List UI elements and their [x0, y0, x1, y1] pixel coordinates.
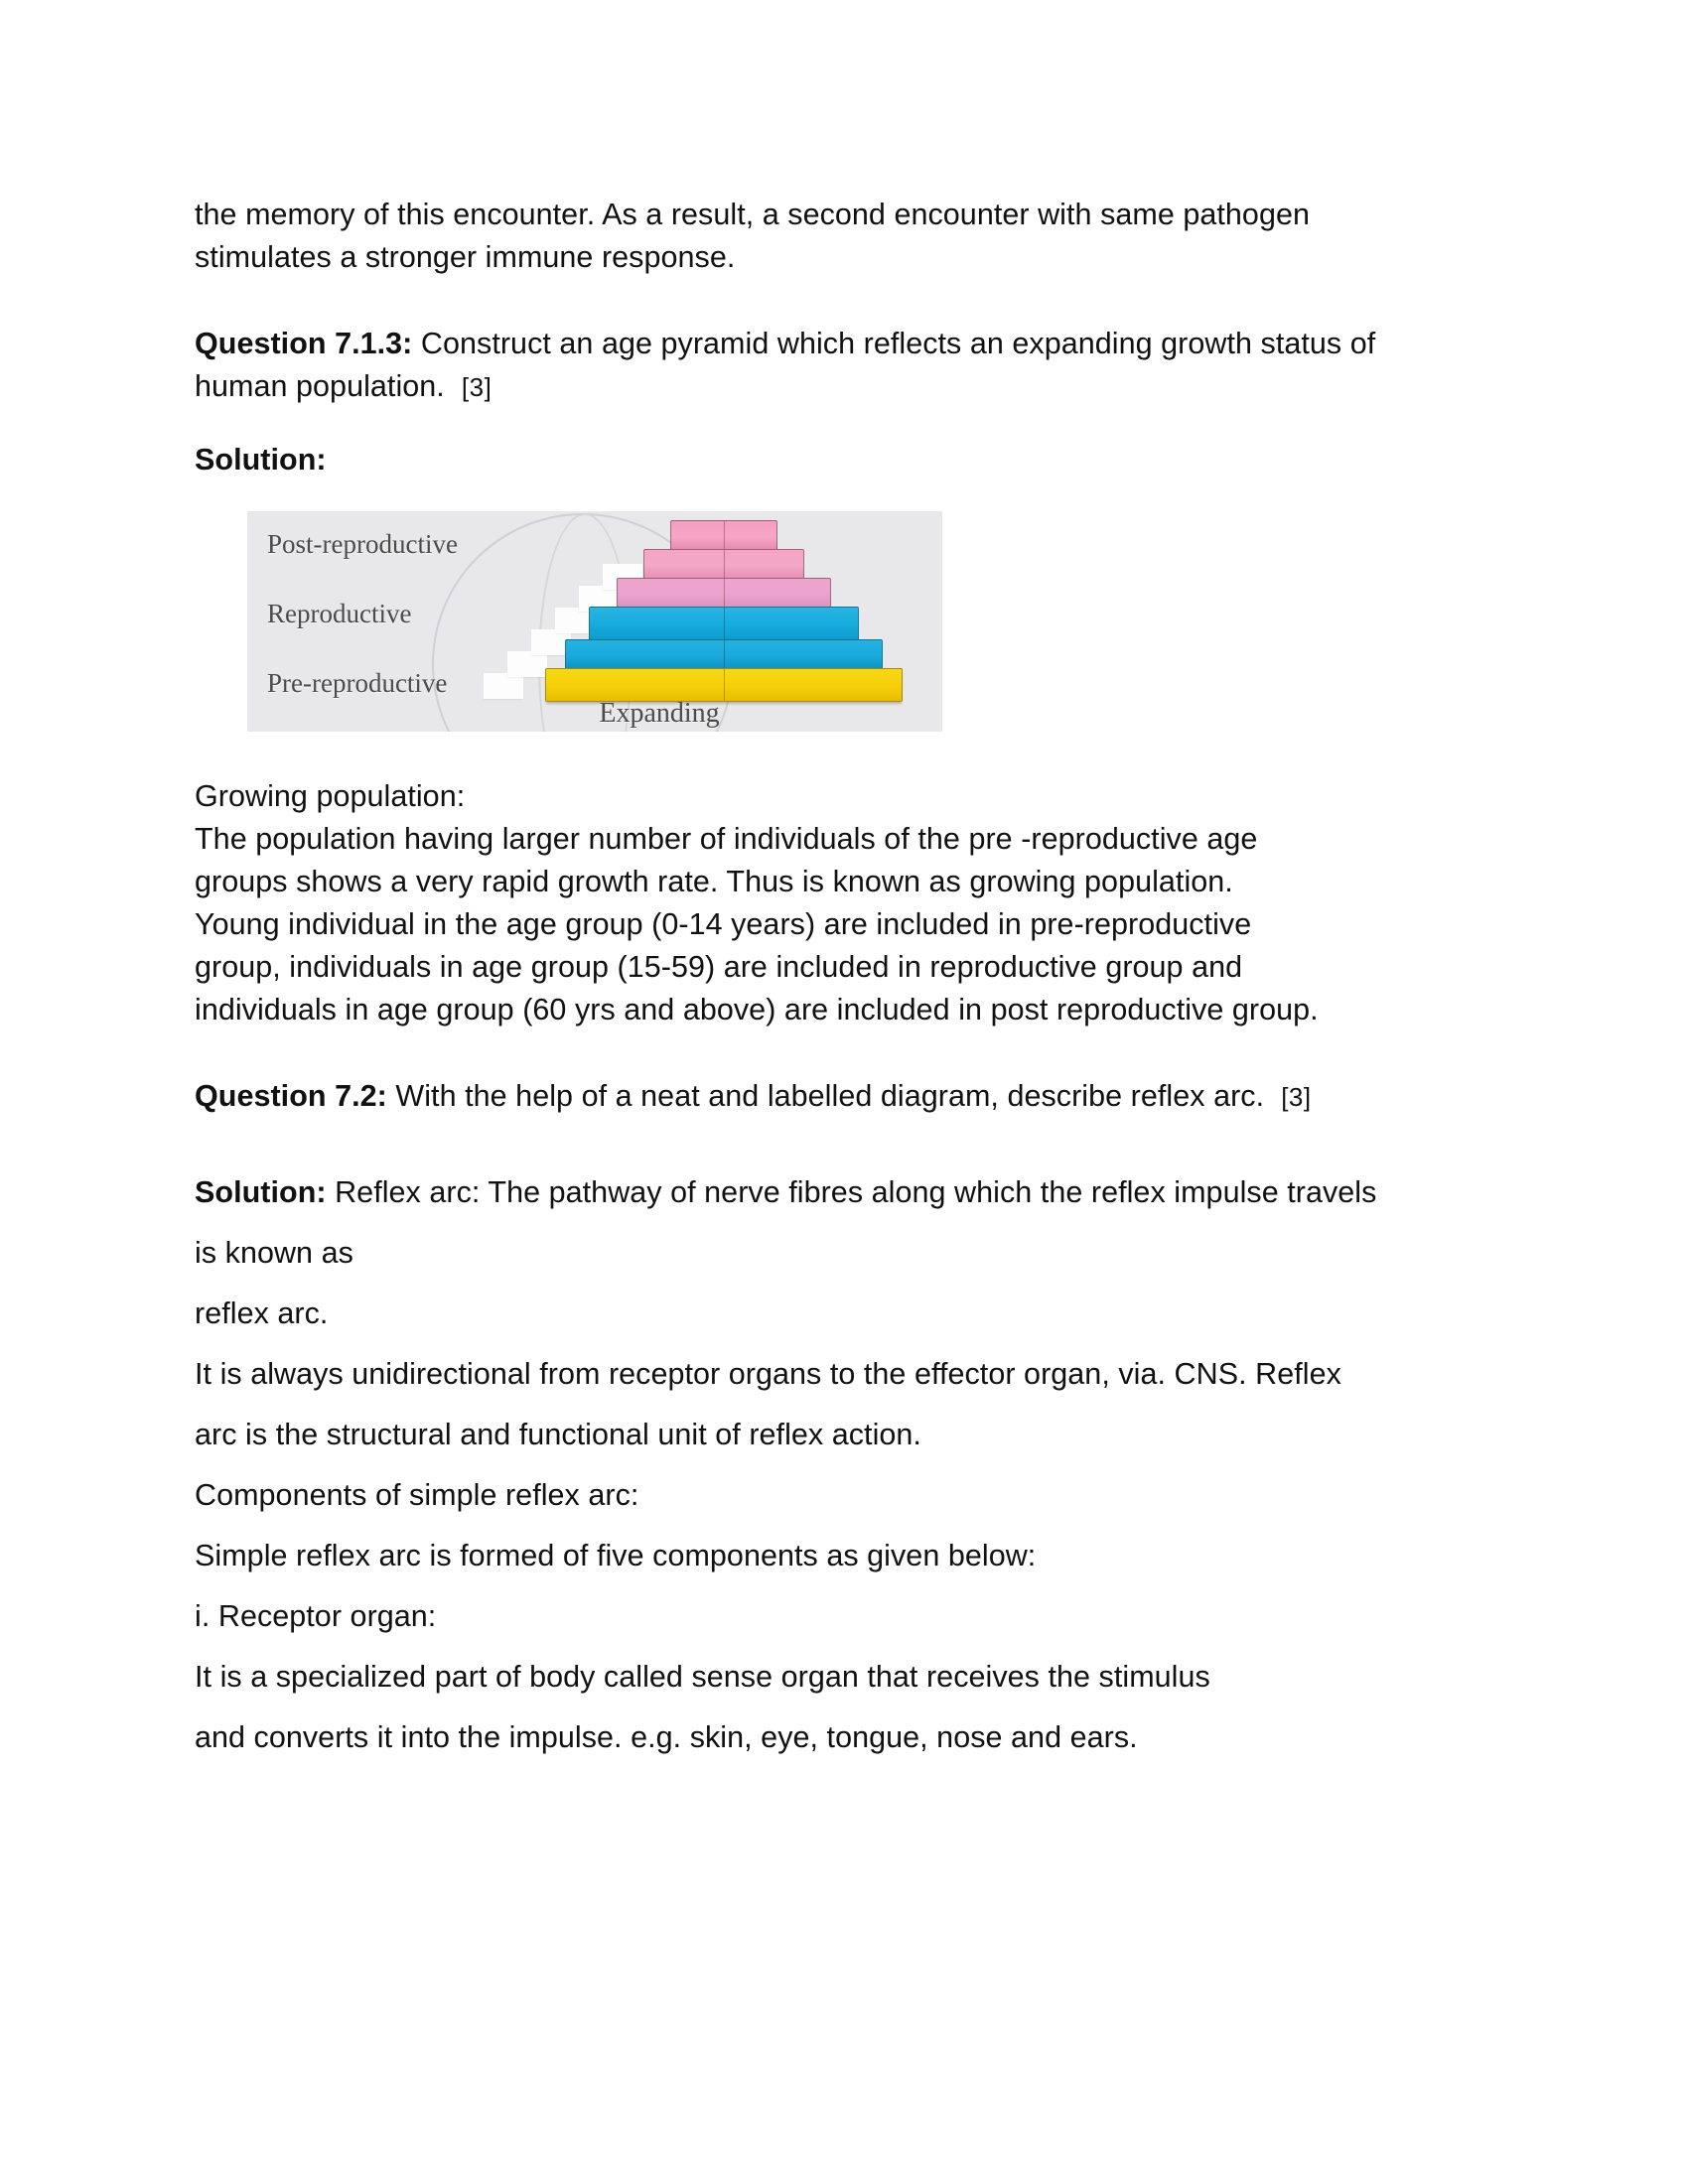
- spacer: [195, 1031, 1485, 1075]
- spacer: [195, 409, 1485, 439]
- question-7-1-3-marks: [3]: [461, 372, 492, 402]
- figure-caption-expanding: Expanding: [599, 698, 720, 729]
- solution-7-2-line-3: reflex arc.: [195, 1297, 329, 1330]
- solution-7-2-block: [195, 1162, 1485, 1768]
- solution-7-2-line-1: [195, 1162, 1485, 1223]
- spacer: [195, 732, 1485, 775]
- question-7-2-text: With the help of a neat and labelled diagram, describe reflex arc.: [395, 1079, 1265, 1113]
- solution-7-2-line-9: It is a specialized part of body called sense organ that receives the stimulus: [195, 1660, 1210, 1694]
- growing-population-block: [195, 775, 1485, 1031]
- question-7-1-3-label: Question 7.1.3:: [195, 327, 413, 360]
- question-7-1-3-line-1: [195, 323, 1485, 365]
- question-7-2-line: [195, 1075, 1485, 1119]
- question-7-1-3-text-2: human population.: [195, 369, 445, 403]
- solution-7-2-line-7: Simple reflex arc is formed of five components as given below:: [195, 1539, 1037, 1572]
- solution-7-2-line-10: and converts it into the impulse. e.g. skin, eye, tongue, nose and ears.: [195, 1720, 1138, 1754]
- growing-population-line-4: group, individuals in age group (15-59) are included in reproductive group and: [195, 950, 1243, 984]
- solution-7-1-3-label: Solution:: [195, 443, 327, 477]
- solution-7-2-line-5: arc is the structural and functional unit of reflex action.: [195, 1418, 921, 1451]
- age-pyramid-figure: [247, 511, 942, 732]
- solution-7-2-line-8: i. Receptor organ:: [195, 1599, 437, 1633]
- label-post-reproductive: Post-reproductive: [267, 529, 458, 559]
- solution-7-2-line-6: Components of simple reflex arc:: [195, 1478, 639, 1512]
- question-7-2-label: Question 7.2:: [195, 1079, 387, 1113]
- question-7-1-3-text-1: Construct an age pyramid which reflects an expanding growth status of: [420, 327, 1376, 360]
- spacer: [195, 279, 1485, 323]
- growing-population-line-3: Young individual in the age group (0-14 years) are included in pre-reproductive: [195, 907, 1252, 941]
- growing-population-line-1: The population having larger number of individuals of the pre -reproductive age: [195, 822, 1258, 856]
- label-pre-reproductive: Pre-reproductive: [267, 668, 448, 698]
- question-7-1-3-line-2: [195, 365, 1485, 409]
- spacer: [195, 481, 1485, 511]
- growing-population-heading: Growing population:: [195, 779, 466, 813]
- intro-paragraph: [195, 194, 1485, 279]
- intro-line-2: stimulates a stronger immune response.: [195, 240, 736, 274]
- growing-population-line-2: groups shows a very rapid growth rate. Thus is known as growing population.: [195, 865, 1233, 898]
- solution-7-2-line-4: It is always unidirectional from receptor organs to the effector organ, via. CNS. Reflex: [195, 1357, 1341, 1391]
- question-7-2: [195, 1075, 1485, 1119]
- intro-line-1: the memory of this encounter. As a result, a second encounter with same pathogen: [195, 198, 1310, 231]
- growing-population-line-5: individuals in age group (60 yrs and above) are included in post reproductive group.: [195, 993, 1319, 1026]
- age-pyramid-figure-wrapper: [247, 511, 942, 732]
- spacer: [195, 1119, 1485, 1162]
- document-content: [195, 194, 1485, 1768]
- question-7-1-3: [195, 323, 1485, 409]
- solution-7-2-line-2: is known as: [195, 1236, 353, 1270]
- solution-7-2-text-1: Reflex arc: The pathway of nerve fibres along which the reflex impulse travels: [335, 1175, 1377, 1209]
- label-reproductive: Reproductive: [267, 599, 412, 628]
- age-pyramid-labels: [267, 525, 694, 698]
- solution-7-2-label: Solution:: [195, 1175, 327, 1209]
- question-7-2-marks: [3]: [1281, 1082, 1312, 1112]
